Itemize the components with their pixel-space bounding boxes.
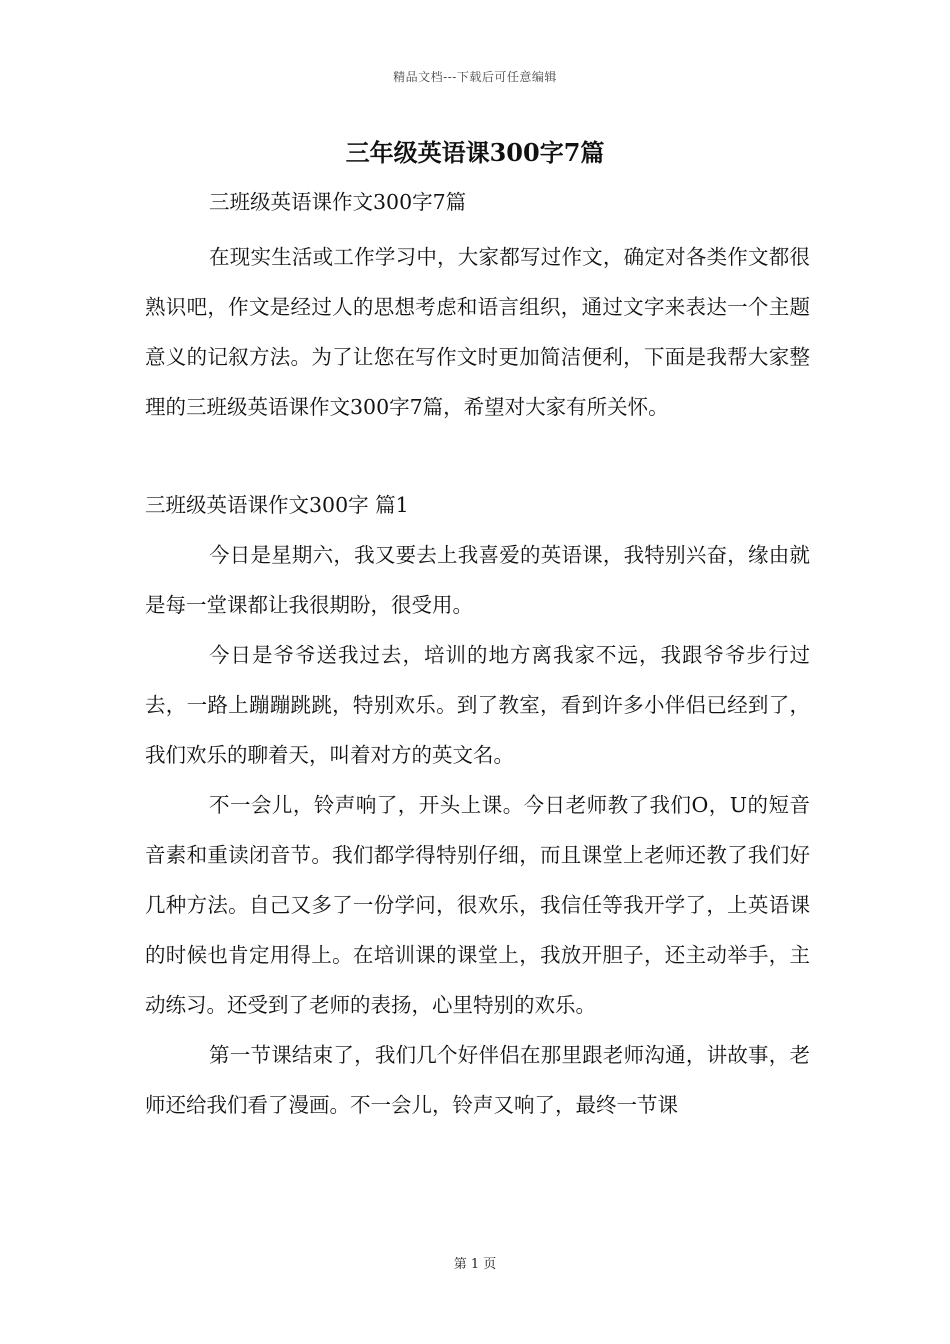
document-title: 三年级英语课300字7篇 (345, 138, 605, 167)
body-paragraph-2: 今日是爷爷送我过去，培训的地方离我家不远，我跟爷爷步行过去，一路上蹦蹦跳跳，特别欢乐。到了教室，看到许多小伴侣已经到了，我们欢乐的聊着天，叫着对方的英文名。 (145, 643, 810, 767)
body-paragraph-3: 不一会儿，铃声响了，开头上课。今日老师教了我们O，U的短音音素和重读闭音节。我们都学得特别仔细，而且课堂上老师还教了我们好几种方法。自己又多了一份学问，很欢乐，我信任等我开学了，上英语课的时候也肯定用得上。在培训课的课堂上，我放开胆子，还主动举手，主动练习。还受到了老师的表扬，心里特别的欢乐。 (145, 793, 810, 1017)
document-body (145, 182, 810, 1130)
intro-paragraph: 在现实生活或工作学习中，大家都写过作文，确定对各类作文都很熟识吧，作文是经过人的思想考虑和语言组织，通过文字来表达一个主题意义的记叙方法。为了让您在写作文时更加简洁便利，下面是我帮大家整理的三班级英语课作文300字7篇，希望对大家有所关怀。 (145, 245, 810, 419)
document-subtitle: 三班级英语课作文300字7篇 (209, 190, 467, 214)
body-paragraph-1: 今日是星期六，我又要去上我喜爱的英语课，我特别兴奋，缘由就是每一堂课都让我很期盼，很受用。 (145, 543, 810, 617)
body-paragraph-4: 第一节课结束了，我们几个好伴侣在那里跟老师沟通，讲故事，老师还给我们看了漫画。不一会儿，铃声又响了，最终一节课 (145, 1043, 810, 1117)
page-number: 第 1 页 (453, 1257, 497, 1272)
section-heading: 三班级英语课作文300字 篇1 (145, 493, 409, 517)
header-note: 精品文档---下载后可任意编辑 (393, 70, 557, 84)
